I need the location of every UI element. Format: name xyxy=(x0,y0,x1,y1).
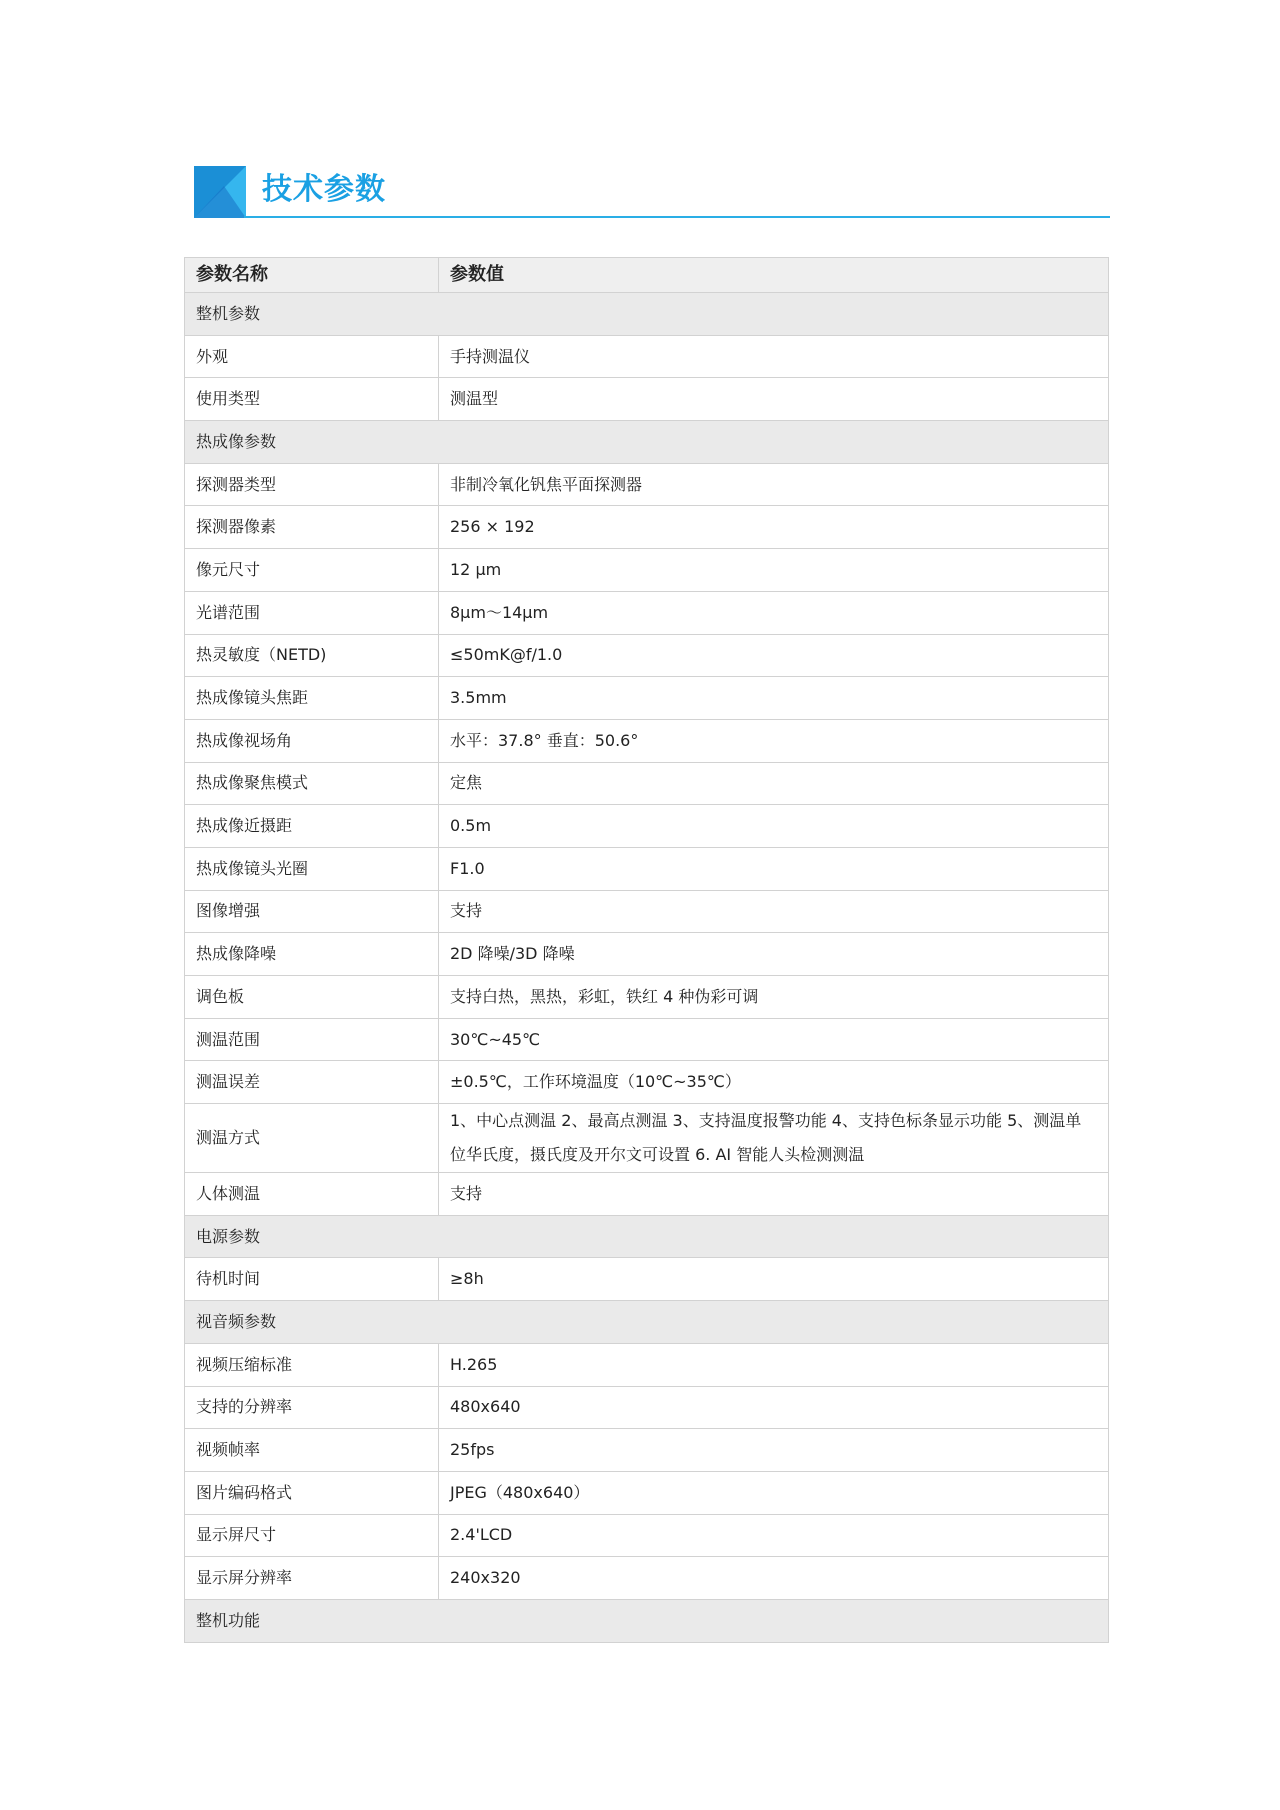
param-name: 探测器像素 xyxy=(185,506,439,549)
table-row xyxy=(185,847,1109,890)
param-value: 2.4'LCD xyxy=(439,1514,1109,1557)
section-label: 整机参数 xyxy=(185,293,1109,336)
section-row xyxy=(185,1215,1109,1258)
param-value: 非制冷氧化钒焦平面探测器 xyxy=(439,463,1109,506)
param-name: 测温范围 xyxy=(185,1018,439,1061)
blue-square-logo-icon xyxy=(194,166,246,218)
table-row xyxy=(185,1514,1109,1557)
param-value: 256 × 192 xyxy=(439,506,1109,549)
table-row xyxy=(185,634,1109,677)
section-row xyxy=(185,421,1109,464)
param-value: 0.5m xyxy=(439,805,1109,848)
table-row xyxy=(185,890,1109,933)
param-name: 测温方式 xyxy=(185,1104,439,1173)
param-value: 水平：37.8° 垂直：50.6° xyxy=(439,719,1109,762)
param-name: 热成像视场角 xyxy=(185,719,439,762)
table-body xyxy=(185,293,1109,1643)
param-value: 25fps xyxy=(439,1429,1109,1472)
section-row xyxy=(185,1599,1109,1642)
param-value: 3.5mm xyxy=(439,677,1109,720)
param-value: 480x640 xyxy=(439,1386,1109,1429)
param-value: ≤50mK@f/1.0 xyxy=(439,634,1109,677)
param-value: 240x320 xyxy=(439,1557,1109,1600)
section-label: 整机功能 xyxy=(185,1599,1109,1642)
param-name: 调色板 xyxy=(185,976,439,1019)
param-name: 图像增强 xyxy=(185,890,439,933)
param-value: 1、中心点测温 2、最高点测温 3、支持温度报警功能 4、支持色标条显示功能 5、测温单位华氏度，摄氏度及开尔文可设置 6. AI 智能人头检测测温 xyxy=(439,1104,1109,1173)
column-header-name: 参数名称 xyxy=(185,258,439,293)
table-row xyxy=(185,1429,1109,1472)
spec-table xyxy=(184,257,1109,1643)
table-row xyxy=(185,1018,1109,1061)
section-header xyxy=(194,166,1110,218)
table-row xyxy=(185,1061,1109,1104)
param-value: ≥8h xyxy=(439,1258,1109,1301)
param-name: 热成像聚焦模式 xyxy=(185,762,439,805)
param-name: 图片编码格式 xyxy=(185,1471,439,1514)
param-name: 光谱范围 xyxy=(185,591,439,634)
title-underline xyxy=(244,216,1110,218)
section-row xyxy=(185,1301,1109,1344)
table-row xyxy=(185,1557,1109,1600)
table-header-row xyxy=(185,258,1109,293)
param-value: 支持白热，黑热，彩虹，铁红 4 种伪彩可调 xyxy=(439,976,1109,1019)
section-label: 热成像参数 xyxy=(185,421,1109,464)
table-row xyxy=(185,1343,1109,1386)
param-value: 2D 降噪/3D 降噪 xyxy=(439,933,1109,976)
param-value: 手持测温仪 xyxy=(439,335,1109,378)
table-row xyxy=(185,378,1109,421)
param-value: ±0.5℃，工作环境温度（10℃~35℃） xyxy=(439,1061,1109,1104)
param-name: 热成像降噪 xyxy=(185,933,439,976)
param-value: 30℃~45℃ xyxy=(439,1018,1109,1061)
table-row xyxy=(185,1258,1109,1301)
table-row xyxy=(185,805,1109,848)
table-row xyxy=(185,463,1109,506)
table-row xyxy=(185,933,1109,976)
param-name: 探测器类型 xyxy=(185,463,439,506)
param-value: 12 μm xyxy=(439,549,1109,592)
param-value: 定焦 xyxy=(439,762,1109,805)
param-value: 支持 xyxy=(439,1173,1109,1216)
table-row xyxy=(185,506,1109,549)
section-label: 视音频参数 xyxy=(185,1301,1109,1344)
param-name: 热成像镜头光圈 xyxy=(185,847,439,890)
table-row xyxy=(185,549,1109,592)
param-name: 外观 xyxy=(185,335,439,378)
param-name: 测温误差 xyxy=(185,1061,439,1104)
table-row xyxy=(185,976,1109,1019)
param-value: 测温型 xyxy=(439,378,1109,421)
param-value: H.265 xyxy=(439,1343,1109,1386)
table-row xyxy=(185,335,1109,378)
table-row xyxy=(185,1104,1109,1173)
param-value: 8μm～14μm xyxy=(439,591,1109,634)
param-name: 热灵敏度（NETD) xyxy=(185,634,439,677)
param-value: F1.0 xyxy=(439,847,1109,890)
param-name: 使用类型 xyxy=(185,378,439,421)
param-name: 人体测温 xyxy=(185,1173,439,1216)
param-name: 视频帧率 xyxy=(185,1429,439,1472)
param-name: 支持的分辨率 xyxy=(185,1386,439,1429)
param-value: 支持 xyxy=(439,890,1109,933)
table-row xyxy=(185,762,1109,805)
param-name: 视频压缩标准 xyxy=(185,1343,439,1386)
table-row xyxy=(185,1386,1109,1429)
table-row xyxy=(185,1173,1109,1216)
param-name: 像元尺寸 xyxy=(185,549,439,592)
section-row xyxy=(185,293,1109,336)
table-row xyxy=(185,1471,1109,1514)
param-name: 热成像镜头焦距 xyxy=(185,677,439,720)
param-name: 热成像近摄距 xyxy=(185,805,439,848)
param-name: 待机时间 xyxy=(185,1258,439,1301)
table-row xyxy=(185,719,1109,762)
param-value: JPEG（480x640） xyxy=(439,1471,1109,1514)
param-name: 显示屏分辨率 xyxy=(185,1557,439,1600)
table-row xyxy=(185,591,1109,634)
table-row xyxy=(185,677,1109,720)
column-header-value: 参数值 xyxy=(439,258,1109,293)
param-name: 显示屏尺寸 xyxy=(185,1514,439,1557)
page-title: 技术参数 xyxy=(262,172,386,207)
section-label: 电源参数 xyxy=(185,1215,1109,1258)
